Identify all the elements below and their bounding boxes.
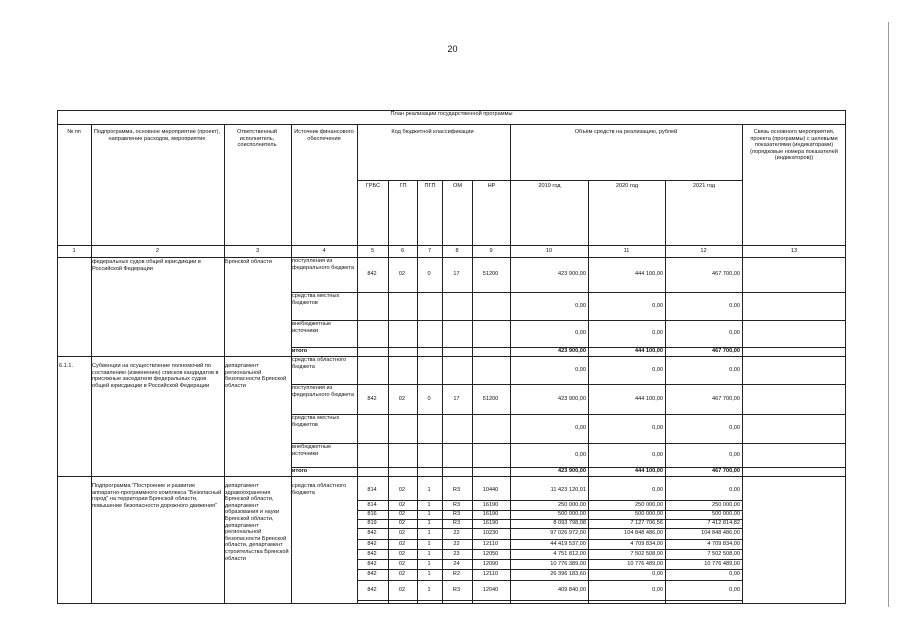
nr-cell: 10230	[482, 530, 499, 537]
subheader-rule	[357, 180, 742, 181]
column-number: 7	[427, 248, 432, 254]
source-cell: поступления из федерального бюджета	[292, 258, 354, 271]
value-2021-cell: 467 700,00	[712, 395, 740, 402]
value-2020-cell: 0,00	[652, 302, 663, 309]
header-source: Источник финансового обеспечения	[294, 129, 354, 142]
table-title: План реализации государственной программы	[390, 111, 513, 117]
header-num: № пп	[67, 129, 81, 135]
value-2020-cell: 0,00	[652, 366, 663, 373]
value-2019-cell: 11 423 120,01	[550, 486, 586, 493]
column-number: 1	[72, 248, 76, 254]
om-cell: R3	[452, 511, 461, 518]
value-2020-cell: 7 502 508,00	[630, 550, 663, 557]
value-2021-cell: 0,00	[729, 586, 740, 593]
value-2020-cell: 0,00	[652, 425, 663, 432]
value-2019-cell: 250 000,00	[558, 501, 586, 508]
header-executor: Ответственный исполнитель, соисполнитель	[237, 129, 277, 149]
gp-cell: 02	[398, 550, 406, 557]
header-2021: 2021 год	[692, 183, 716, 189]
nr-cell: 12110	[482, 540, 499, 547]
value-2019-cell: 500 000,00	[558, 511, 586, 518]
page-edge	[888, 22, 889, 607]
value-2021-cell: 0,00	[729, 486, 740, 493]
block2-num: 6.1.1.	[59, 363, 73, 369]
om-cell: 24	[453, 560, 460, 567]
header-nr: НР	[487, 183, 496, 189]
header-subprogram: Подпрограмма, основное мероприятие (проект), направление расходов, мероприятие	[93, 129, 221, 142]
pgp-cell: 0	[427, 395, 431, 402]
value-2020-cell: 10 776 489,00	[627, 560, 663, 567]
header-volume: Объём средств на реализацию, рублей	[574, 129, 678, 135]
value-2019-cell: 0,00	[575, 330, 586, 337]
nr-cell: 51200	[482, 395, 499, 402]
value-2019-cell: 4 751 812,00	[553, 550, 586, 557]
pgp-cell: 1	[427, 511, 431, 518]
source-cell: внебюджетные источники	[292, 321, 332, 334]
column-number: 4	[322, 248, 326, 254]
gp-cell: 02	[398, 571, 406, 578]
column-number: 12	[700, 248, 707, 254]
om-cell: 17	[453, 271, 460, 278]
row-rule	[291, 292, 846, 293]
header-grbs: ГРБС	[365, 183, 381, 189]
grbs-cell: 816	[367, 511, 377, 518]
value-2020-cell: 0,00	[652, 451, 663, 458]
block2-subprogram: Субвенции на осуществление полномочий по составлению (изменению) списков кандидатов в присяжные заседатели федеральных судов общей юрисдикции в Российской Федерации	[92, 363, 219, 389]
pgp-cell: 1	[427, 586, 431, 593]
value-2020-cell: 444 100,00	[635, 271, 663, 278]
grbs-cell: 814	[367, 486, 377, 493]
value-2019-cell: 0,00	[575, 425, 586, 432]
gp-cell: 02	[398, 540, 406, 547]
column-number: 11	[623, 248, 630, 254]
nr-cell: 12110	[482, 571, 499, 578]
nr-cell: 12040	[482, 586, 499, 593]
value-2021-cell: 0,00	[729, 451, 740, 458]
pgp-cell: 1	[427, 530, 431, 537]
column-number: 9	[489, 248, 493, 254]
column-number: 8	[455, 248, 459, 254]
value-2021-cell: 4 709 834,00	[707, 540, 740, 547]
source-cell: внебюджетные источники	[292, 444, 332, 457]
header-2019: 2019 год	[538, 183, 561, 189]
value-2019-cell: 0,00	[575, 302, 586, 309]
om-cell: R3	[452, 520, 461, 527]
gp-cell: 02	[398, 511, 406, 518]
gp-cell: 02	[398, 271, 406, 278]
row-rule	[291, 384, 846, 385]
value-2020-cell: 104 848 486,00	[624, 530, 663, 537]
nr-cell: 16190	[482, 520, 499, 527]
value-2019-cell: 0,00	[575, 366, 586, 373]
om-cell: R3	[452, 486, 461, 493]
source-cell: средства местных бюджетов	[292, 415, 340, 428]
header-pgp: ПГП	[424, 183, 436, 189]
om-cell: R3	[452, 586, 461, 593]
source-cell: итого	[292, 348, 308, 354]
gp-cell: 02	[398, 530, 406, 537]
header-bottom-rule	[57, 245, 846, 246]
title-rule	[57, 124, 846, 125]
column-number-rule	[57, 257, 846, 258]
source-cell: поступления из федерального бюджета	[292, 385, 354, 398]
value-2019-cell: 10 776 389,00	[550, 560, 586, 567]
gp-cell: 02	[398, 520, 406, 527]
column-number: 5	[370, 248, 375, 254]
value-2019-cell: 0,00	[575, 451, 586, 458]
om-cell: 22	[453, 530, 460, 537]
pgp-cell: 1	[427, 571, 431, 578]
row-rule	[357, 569, 742, 570]
value-2019-cell: 423 900,00	[558, 271, 586, 278]
value-2020-cell: 444 100,00	[635, 348, 663, 355]
om-cell: R3	[452, 501, 461, 508]
block2-executor: департамент региональной безопасности Брянской области	[225, 363, 287, 389]
nr-cell: 16190	[482, 511, 499, 518]
nr-cell: 51200	[482, 271, 499, 278]
row-rule	[357, 580, 742, 581]
column-number: 2	[155, 248, 160, 254]
value-2019-cell: 8 093 798,08	[553, 520, 586, 527]
nr-cell: 12050	[482, 550, 499, 557]
row-rule	[357, 600, 742, 601]
grbs-cell: 842	[367, 395, 377, 402]
value-2020-cell: 500 000,00	[635, 511, 663, 518]
value-2019-cell: 409 840,00	[558, 586, 586, 593]
value-2021-cell: 467 700,00	[712, 468, 740, 475]
value-2021-cell: 250 000,00	[712, 501, 740, 508]
grbs-cell: 814	[367, 501, 377, 508]
gp-cell: 02	[398, 560, 406, 567]
om-cell: R2	[452, 571, 461, 578]
grbs-cell: 842	[367, 571, 377, 578]
value-2021-cell: 467 700,00	[712, 271, 740, 278]
value-2019-cell: 423 900,00	[558, 468, 586, 475]
block1-subprogram: федеральных судов общей юрисдикции в Российской Федерации	[92, 259, 201, 272]
nr-cell: 12090	[482, 560, 499, 567]
row-rule	[291, 443, 846, 444]
column-number: 3	[255, 248, 260, 254]
header-budget-code: Код бюджетной классификации	[391, 129, 474, 135]
value-2021-cell: 0,00	[729, 366, 740, 373]
column-number: 13	[790, 248, 798, 254]
pgp-cell: 1	[427, 520, 431, 527]
header-gp: ГП	[399, 183, 407, 189]
value-2019-cell: 26 396 183,60	[550, 571, 586, 578]
value-2019-cell: 423 900,00	[558, 348, 586, 355]
value-2020-cell: 0,00	[652, 330, 663, 337]
gp-cell: 02	[398, 486, 406, 493]
value-2021-cell: 0,00	[729, 425, 740, 432]
column-number: 6	[400, 248, 405, 254]
grbs-cell: 842	[367, 586, 377, 593]
value-2019-cell: 44 419 537,00	[550, 540, 586, 547]
block3-executor: департамент здравоохранения Брянской области, департамент образования и науки Брянской области, департамент региональной безопасности Брянской области, департамент строительства Брянской области	[225, 483, 289, 562]
value-2020-cell: 444 100,00	[635, 468, 663, 475]
nr-cell: 16190	[482, 501, 499, 508]
value-2021-cell: 500 000,00	[712, 511, 740, 518]
block-rule	[57, 476, 846, 477]
grbs-cell: 819	[367, 520, 377, 527]
value-2021-cell: 7 502 508,00	[707, 550, 740, 557]
pgp-cell: 1	[427, 501, 431, 508]
block-rule	[57, 356, 846, 357]
row-rule	[291, 414, 846, 415]
grbs-cell: 842	[367, 550, 377, 557]
value-2021-cell: 0,00	[729, 302, 740, 309]
nr-cell: 10440	[482, 486, 499, 493]
value-2021-cell: 0,00	[729, 571, 740, 578]
grbs-cell: 842	[367, 530, 377, 537]
row-rule	[357, 528, 742, 529]
column-number: 10	[545, 248, 553, 254]
grbs-cell: 842	[367, 560, 377, 567]
om-cell: 22	[453, 540, 460, 547]
value-2020-cell: 0,00	[652, 571, 663, 578]
header-link: Связь основного мероприятия, проекта (программы) с целевыми показателями (индикаторами) (порядковые номера показателей (индикаторов))	[750, 129, 838, 162]
value-2020-cell: 7 127 706,56	[630, 520, 663, 527]
om-cell: 23	[453, 550, 460, 557]
grbs-cell: 842	[367, 540, 377, 547]
row-rule	[291, 320, 846, 321]
block3-source: средства областного бюджета	[292, 483, 347, 496]
grbs-cell: 842	[367, 271, 377, 278]
value-2020-cell: 4 709 834,00	[630, 540, 663, 547]
value-2021-cell: 7 412 814,82	[707, 520, 740, 527]
pgp-cell: 1	[427, 540, 431, 547]
value-2019-cell: 423 900,00	[558, 395, 586, 402]
om-cell: 17	[453, 395, 460, 402]
pgp-cell: 0	[427, 271, 431, 278]
page-number: 20	[447, 44, 458, 54]
value-2020-cell: 444 100,00	[635, 395, 663, 402]
value-2021-cell: 467 700,00	[712, 348, 740, 355]
pgp-cell: 1	[427, 550, 431, 557]
pgp-cell: 1	[427, 486, 431, 493]
block3-subprogram: Подпрограмма "Построение и развитие аппаратно-программного комплекса "Безопасный город" на территории Брянской области, повышение безопасности дорожного движения"	[92, 483, 222, 509]
value-2021-cell: 0,00	[729, 330, 740, 337]
gp-cell: 02	[398, 395, 406, 402]
source-cell: средства местных бюджетов	[292, 293, 340, 306]
block1-executor: Брянской области	[225, 259, 272, 265]
gp-cell: 02	[398, 586, 406, 593]
value-2021-cell: 10 776 489,00	[704, 560, 740, 567]
pgp-cell: 1	[427, 560, 431, 567]
value-2021-cell: 104 848 486,00	[701, 530, 740, 537]
header-om: ОМ	[452, 183, 462, 189]
gp-cell: 02	[398, 501, 406, 508]
source-cell: средства областного бюджета	[292, 357, 347, 370]
value-2019-cell: 97 026 972,00	[550, 530, 586, 537]
column-rule	[742, 124, 743, 604]
value-2020-cell: 250 000,00	[635, 501, 663, 508]
value-2020-cell: 0,00	[652, 586, 663, 593]
value-2020-cell: 0,00	[652, 486, 663, 493]
header-2020: 2020 год	[615, 183, 639, 189]
source-cell: итого	[292, 468, 308, 474]
